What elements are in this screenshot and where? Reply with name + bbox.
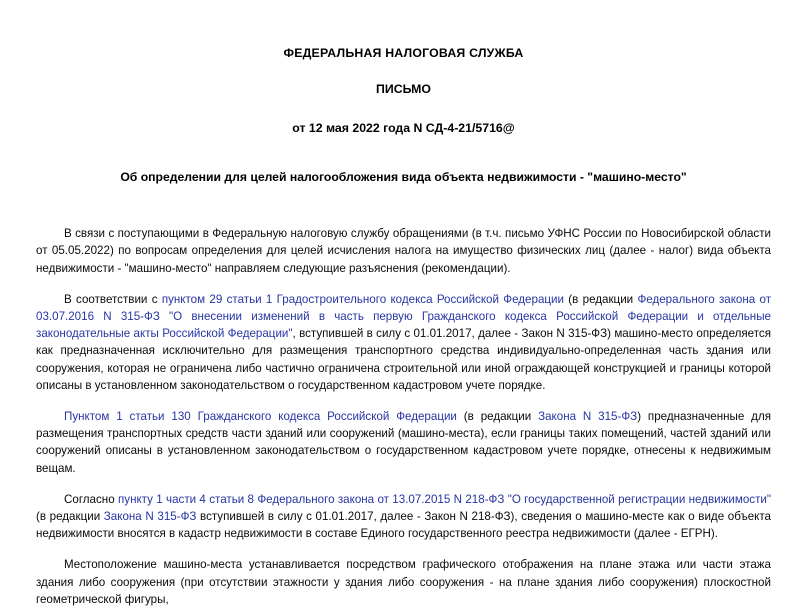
legal-reference-link[interactable]: Федерального закона от 03.07.2016 N 315-ФЗ "О внесении изменений в часть первую Гражданского кодекса Российской Федерации и отдельные законодательные акты Российской Федерации" (36, 292, 772, 341)
legal-reference-link[interactable]: пунктом 29 статьи 1 Градостроительного кодекса Российской Федерации (161, 292, 564, 306)
legal-reference-link[interactable]: Пунктом 1 статьи 130 Гражданского кодекса Российской Федерации (64, 409, 457, 423)
paragraph-text: (в редакции (36, 509, 104, 523)
legal-reference-link[interactable]: Закона N 315-ФЗ (538, 409, 638, 423)
paragraph (36, 408, 771, 477)
document-masthead (36, 0, 771, 134)
paragraph-text: В связи с поступающими в Федеральную налоговую службу обращениями (в т.ч. письмо УФНС России по Новосибирской области от 05.05.2022) по вопросам определения для целей исчисления налога на имущество физических лиц (далее - налог) вида объекта недвижимости - "машино-место" направляем следующие разъяснения (рекомендации). (36, 227, 771, 275)
paragraph (36, 491, 771, 543)
document-body (36, 225, 771, 608)
legal-reference-link[interactable]: пункту 1 части 4 статьи 8 Федерального закона от 13.07.2015 N 218-ФЗ "О государственной регистрации недвижимости" (118, 492, 771, 506)
paragraph-text: , вступившей в силу с 01.01.2017, далее - Закон N 315-ФЗ) машино-место определяется как предназначенная исключительно для размещения транспортного средства индивидуально-определенная часть здания или сооружения, которая не ограничена либо частично ограничена строительной или иной ограждающей конструкцией и границы которой описаны в установленном законодательством о государственном кадастровом учете порядке. (36, 327, 771, 392)
paragraph-text: В соответствии с (64, 292, 162, 306)
paragraph (36, 556, 771, 608)
paragraph-text: ) предназначенные для размещения транспортных средств части зданий или сооружений (машино-места), если границы таких помещений, частей зданий или сооружений описаны в установленном законодательством о государственном кадастровом учете порядке, отнесены к недвижимым вещам. (36, 409, 771, 475)
issuing-organization: ФЕДЕРАЛЬНАЯ НАЛОГОВАЯ СЛУЖБА (283, 46, 524, 60)
document-subject: Об определении для целей налогообложения вида объекта недвижимости - "машино-место" (120, 169, 687, 184)
legal-reference-link[interactable]: Закона N 315-ФЗ (103, 509, 197, 523)
document-type: ПИСЬМО (376, 82, 431, 97)
paragraph-text: Местоположение машино-места устанавливается посредством графического отображения на плане этажа или части этажа здания либо сооружения (при отсутствии этажности у здания либо сооружения - на плане здания либо сооружения) плоскостной геометрической фигуры, (36, 558, 771, 606)
paragraph-text: Согласно (64, 492, 118, 506)
paragraph-text: (в редакции (456, 409, 539, 423)
document-number: от 12 мая 2022 года N СД-4-21/5716@ (292, 120, 515, 135)
paragraph (36, 225, 771, 277)
paragraph-text: вступившей в силу с 01.01.2017, далее - Закон N 218-ФЗ), сведения о машино-месте как о виде объекта недвижимости вносятся в кадастр недвижимости в составе Единого государственного реестра недвижимости (далее - ЕГРН). (36, 509, 771, 541)
paragraph-text: (в редакции (564, 292, 638, 306)
paragraph (36, 291, 771, 394)
